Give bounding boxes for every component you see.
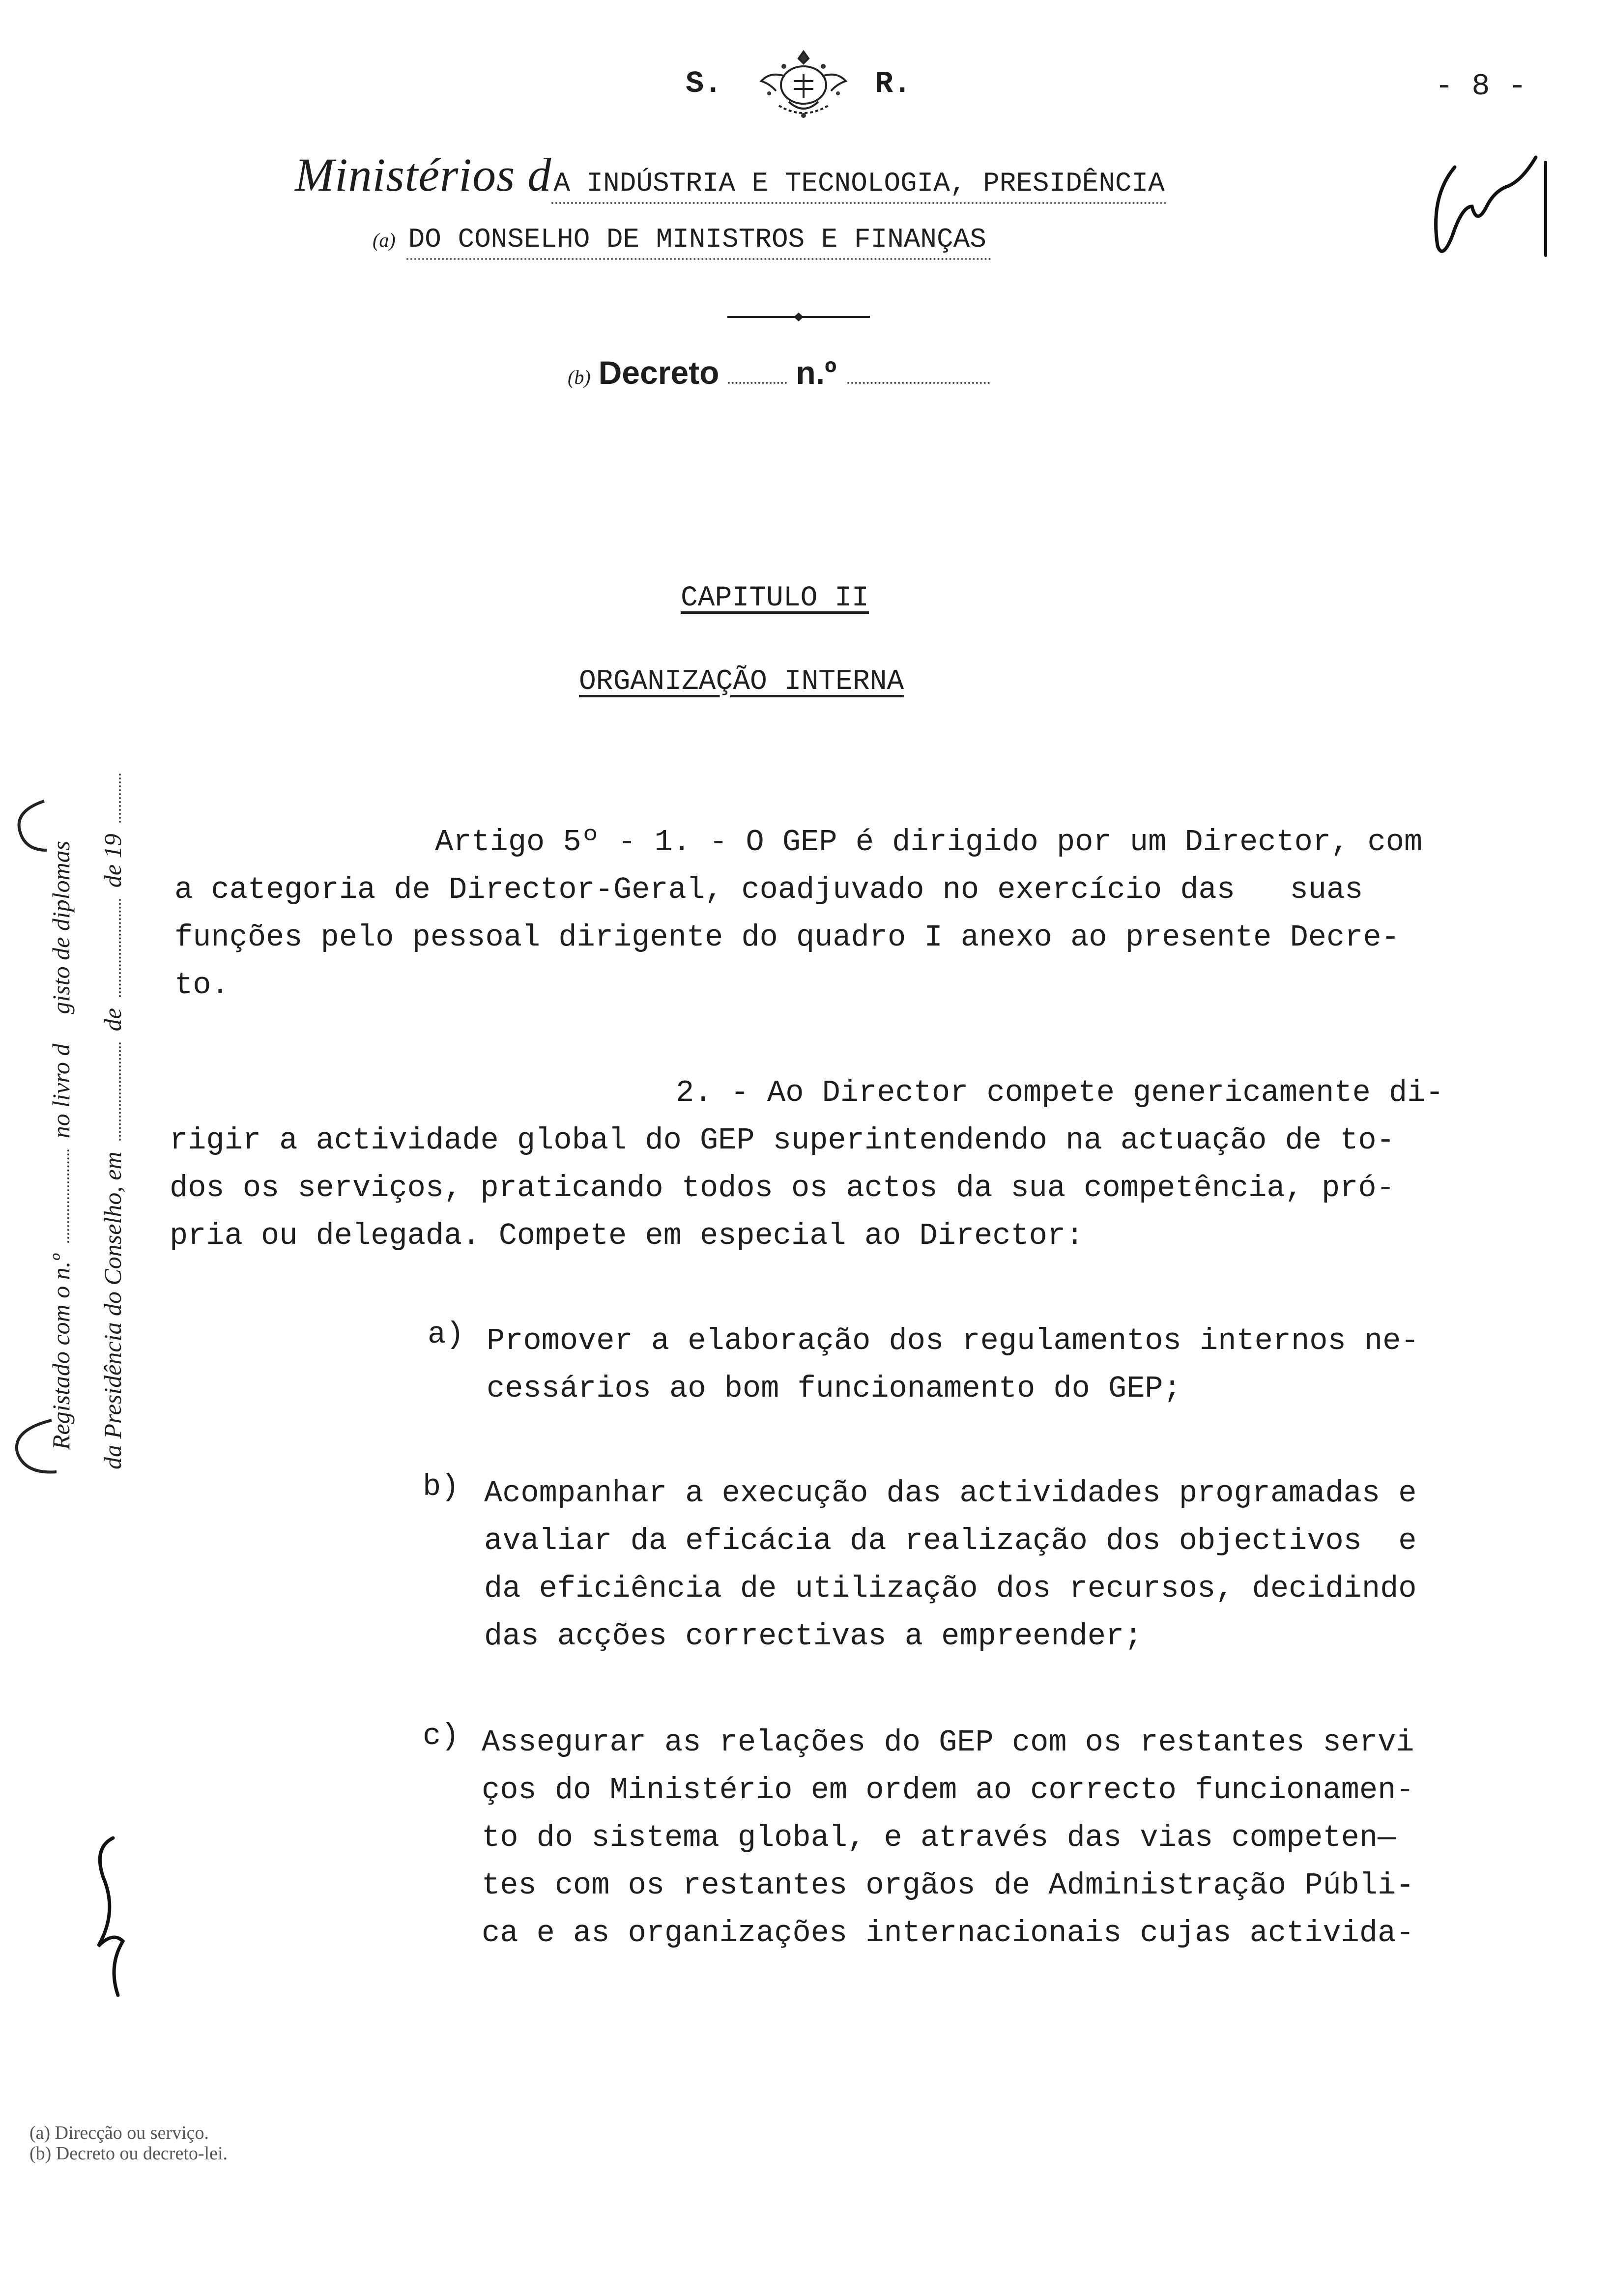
- header-r-letter: R.: [875, 66, 912, 101]
- margin-blank-2: [114, 1042, 121, 1141]
- item-c-line-5: ca e as organizações internacionais cujas activida-: [482, 1916, 1414, 1951]
- margin-initials: [84, 1828, 147, 2005]
- item-c-line-4: tes com os restantes orgãos de Administração Públi-: [482, 1868, 1414, 1903]
- margin-line-1-c: gisto de diplomas: [47, 840, 75, 1014]
- numero-label: n.º: [796, 354, 837, 391]
- para2-line-4: pria ou delegada. Compete em especial ao Director:: [170, 1218, 1084, 1253]
- footnote-b: (b) Decreto ou decreto-lei.: [29, 2143, 228, 2164]
- page-number: - 8 -: [1435, 69, 1527, 104]
- margin-blank-4: [114, 774, 121, 823]
- para1-line-2: a categoria de Director-Geral, coadjuvado no exercício das suas: [174, 872, 1363, 907]
- ornament-divider: [725, 310, 872, 324]
- margin-line-1-b: no livro d: [47, 1043, 75, 1139]
- margin-line-1-a: Registado com o n.º: [47, 1254, 75, 1450]
- coat-of-arms-emblem: [754, 47, 853, 120]
- chapter-subtitle: ORGANIZAÇÃO INTERNA: [579, 666, 904, 698]
- ministry-line-1: [295, 147, 1167, 204]
- margin-flourish-icon: [10, 796, 54, 855]
- decreto-label: Decreto: [598, 354, 720, 391]
- numero-blank: [847, 377, 990, 384]
- para1-line-4: to.: [174, 968, 230, 1003]
- item-b-line-1: Acompanhar a execução das actividades programadas e: [484, 1476, 1417, 1511]
- margin-flourish-icon-2: [7, 1415, 61, 1479]
- item-a-line-1: Promover a elaboração dos regulamentos internos ne-: [487, 1323, 1419, 1358]
- decreto-blank: [728, 377, 787, 384]
- para1-line-3: funções pelo pessoal dirigente do quadro I anexo ao presente Decre-: [174, 920, 1400, 955]
- margin-blank-3: [114, 899, 121, 997]
- item-b-line-2: avaliar da eficácia da realização dos objectivos e: [484, 1523, 1417, 1558]
- margin-line-2-b: de: [99, 1008, 126, 1032]
- para2-line-3: dos os serviços, praticando todos os actos da sua competência, pró-: [170, 1171, 1395, 1205]
- para1-line-1: Artigo 5º - 1. - O GEP é dirigido por um Director, com: [435, 825, 1423, 860]
- margin-blank-1: [62, 1149, 69, 1243]
- header-s-letter: S.: [686, 66, 722, 101]
- ministry-line-2: [373, 224, 991, 260]
- footnote-a: (a) Direcção ou serviço.: [29, 2123, 209, 2143]
- margin-line-2-a: da Presidência do Conselho, em: [99, 1151, 126, 1469]
- decreto-line: [568, 354, 990, 391]
- item-b-marker: b): [423, 1469, 460, 1504]
- chapter-title: CAPITULO II: [681, 582, 869, 614]
- item-b-line-4: das acções correctivas a empreender;: [484, 1619, 1143, 1654]
- ministry-name-line-1: A INDÚSTRIA E TECNOLOGIA, PRESIDÊNCIA: [551, 168, 1166, 204]
- para2-line-1: 2. - Ao Director compete genericamente di-: [676, 1075, 1444, 1110]
- para2-line-2: rigir a actividade global do GEP superintendendo na actuação de to-: [170, 1123, 1395, 1158]
- ministerios-label: Ministérios d: [295, 148, 552, 201]
- item-b-line-3: da eficiência de utilização dos recursos, decidindo: [484, 1571, 1417, 1606]
- handwritten-signature: [1425, 147, 1573, 275]
- note-a-marker: (a): [373, 229, 396, 251]
- item-a-marker: a): [428, 1317, 464, 1352]
- margin-line-2: [98, 774, 127, 1469]
- item-c-line-2: ços do Ministério em ordem ao correcto funcionamen-: [482, 1773, 1414, 1808]
- item-c-line-1: Assegurar as relações do GEP com os restantes servi: [482, 1725, 1414, 1760]
- margin-line-2-c: de 19: [99, 833, 126, 888]
- ministry-name-line-2: DO CONSELHO DE MINISTROS E FINANÇAS: [406, 224, 991, 260]
- margin-line-1: [47, 841, 75, 1450]
- item-c-marker: c): [423, 1719, 460, 1753]
- item-c-line-3: to do sistema global, e através das vias competen—: [482, 1820, 1396, 1855]
- item-a-line-2: cessários ao bom funcionamento do GEP;: [487, 1371, 1181, 1406]
- decreto-marker: (b): [568, 366, 591, 388]
